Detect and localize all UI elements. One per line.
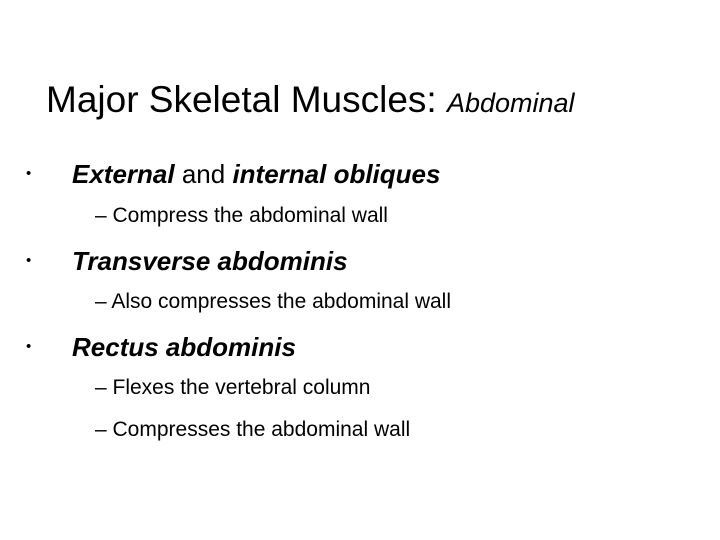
title-subtitle: Abdominal: [446, 88, 575, 118]
bullet-emphasis: internal obliques: [232, 159, 441, 189]
bullet-emphasis: External: [72, 159, 175, 189]
bullet-dot: •: [26, 165, 32, 182]
sub-bullet-item: – Also compresses the abdominal wall: [95, 290, 452, 313]
bullet-dot: •: [26, 338, 32, 355]
bullet-emphasis: Rectus abdominis: [72, 332, 296, 362]
bullet-text: [72, 331, 296, 363]
sub-bullet-item: – Flexes the vertebral column: [95, 376, 371, 399]
title-main: Major Skeletal Muscles:: [46, 79, 447, 120]
bullet-connector: and: [174, 159, 233, 189]
bullet-text: [72, 245, 348, 277]
sub-bullet-item: – Compress the abdominal wall: [95, 204, 388, 227]
bullet-emphasis: Transverse abdominis: [72, 246, 348, 276]
bullet-text: [72, 158, 440, 190]
sub-bullet-item: – Compresses the abdominal wall: [95, 418, 411, 441]
bullet-dot: •: [26, 252, 32, 269]
slide-title: [46, 78, 575, 125]
